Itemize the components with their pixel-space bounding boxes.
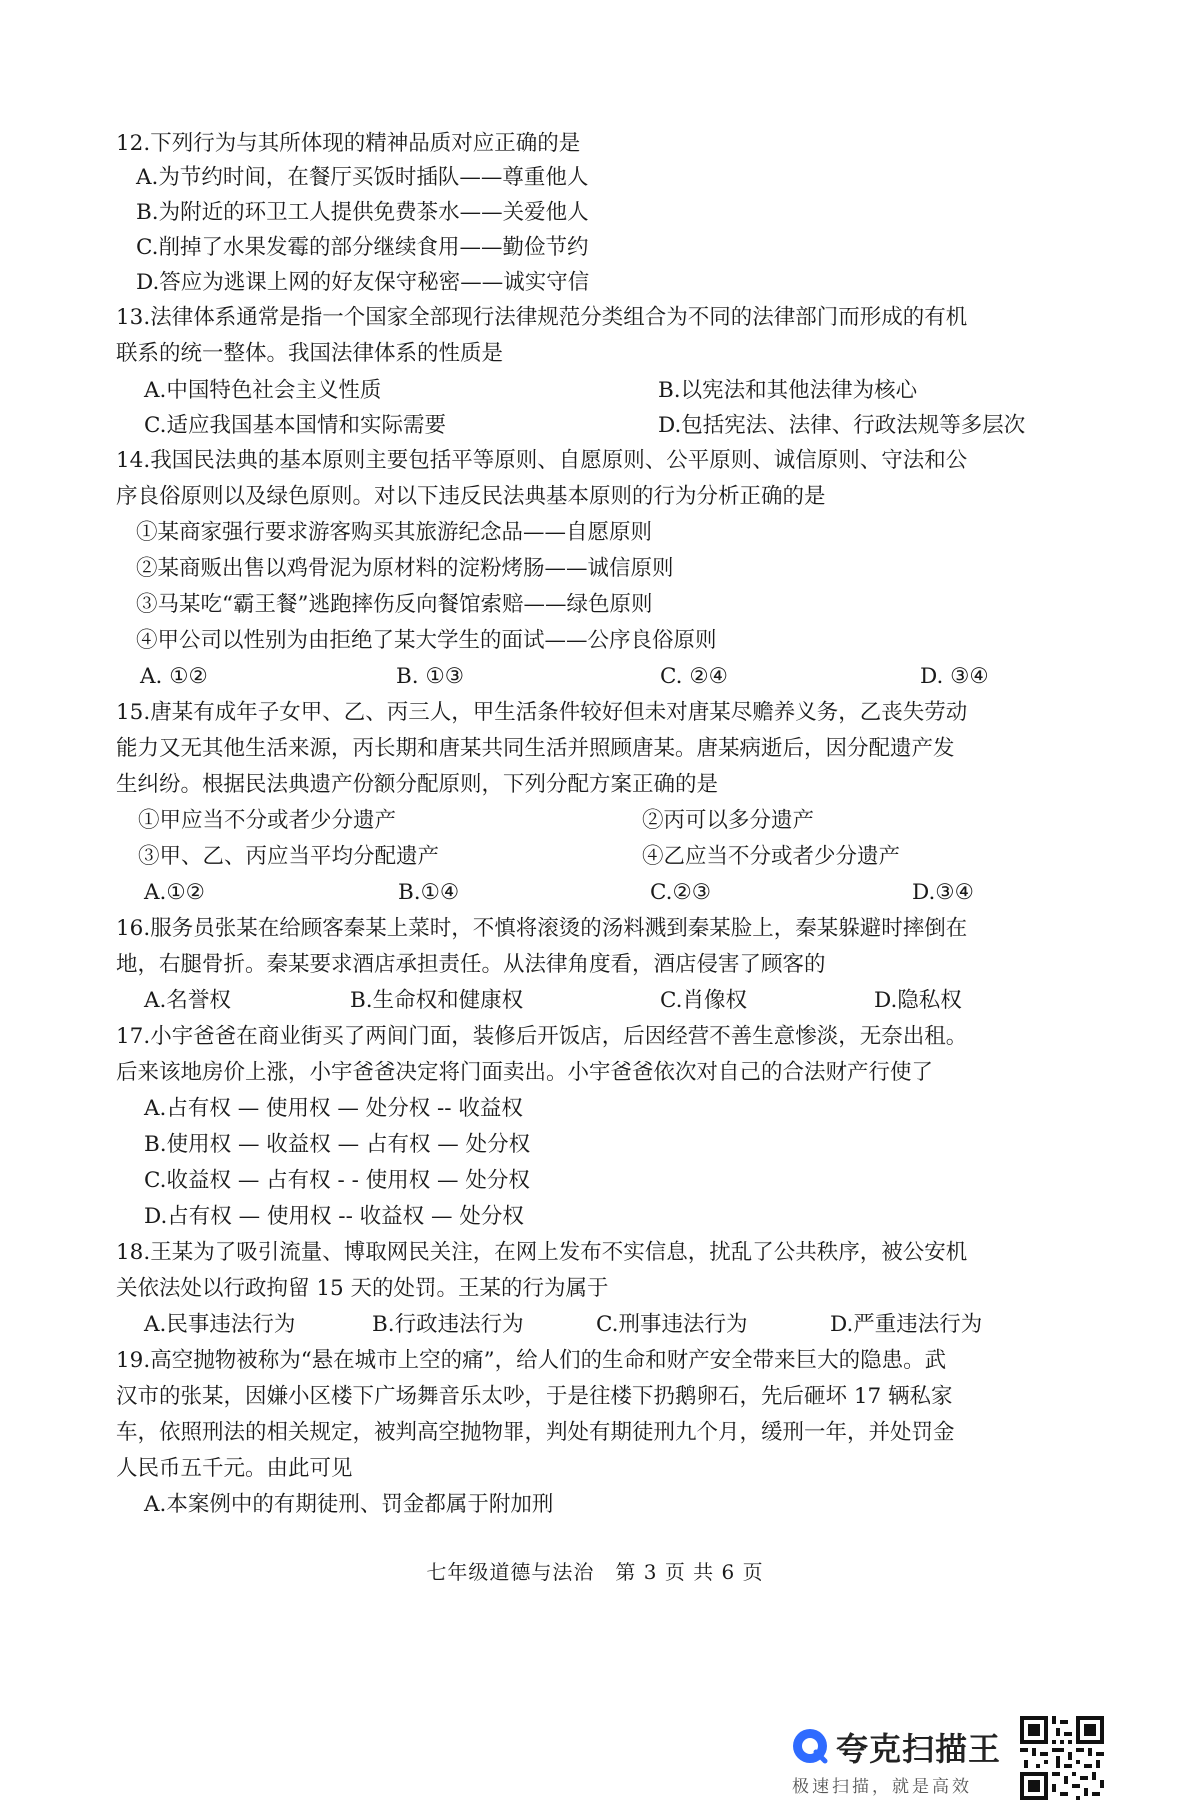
q13-option-b: B.以宪法和其他法律为核心 — [658, 378, 918, 403]
q18-option-d: D.严重违法行为 — [830, 1312, 983, 1337]
q13-option-d: D.包括宪法、法律、行政法规等多层次 — [658, 413, 1026, 438]
q14-option-b: B. ①③ — [396, 664, 465, 689]
q17-option-c: C.收益权 — 占有权 - - 使用权 — 处分权 — [144, 1168, 530, 1193]
q14-stem-line1: 14.我国民法典的基本原则主要包括平等原则、自愿原则、公平原则、诚信原则、守法和公 — [116, 448, 968, 473]
scanner-watermark — [792, 1716, 1012, 1796]
q18-option-a: A.民事违法行为 — [144, 1312, 296, 1337]
q12-stem: 12.下列行为与其所体现的精神品质对应正确的是 — [116, 131, 581, 156]
scanner-slogan: 极速扫描，就是高效 — [792, 1777, 972, 1797]
q17-stem-line2: 后来该地房价上涨，小宇爸爸决定将门面卖出。小宇爸爸依次对自己的合法财产行使了 — [116, 1060, 934, 1085]
q19-stem-line3: 车，依照刑法的相关规定，被判高空抛物罪，判处有期徒刑九个月，缓刑一年，并处罚金 — [116, 1420, 955, 1445]
q19-stem-line2: 汉市的张某，因嫌小区楼下广场舞音乐太吵，于是往楼下扔鹅卵石，先后砸坏 17 辆私家 — [116, 1384, 953, 1409]
q19-stem-line4: 人民币五千元。由此可见 — [116, 1456, 353, 1481]
q15-option-c: C.②③ — [650, 880, 712, 905]
q15-stem-line3: 生纠纷。根据民法典遗产份额分配原则，下列分配方案正确的是 — [116, 772, 719, 797]
page-footer: 七年级道德与法治 第 3 页 共 6 页 — [426, 1560, 764, 1584]
q16-stem-line2: 地，右腿骨折。秦某要求酒店承担责任。从法律角度看，酒店侵害了顾客的 — [116, 952, 826, 977]
qr-code-icon — [1020, 1716, 1104, 1800]
q19-option-a: A.本案例中的有期徒刑、罚金都属于附加刑 — [144, 1492, 554, 1517]
q14-statement-4: ④甲公司以性别为由拒绝了某大学生的面试——公序良俗原则 — [136, 628, 717, 653]
q12-option-d: D.答应为逃课上网的好友保守秘密——诚实守信 — [136, 270, 590, 295]
q15-statement-3: ③甲、乙、丙应当平均分配遗产 — [138, 844, 440, 869]
q15-statement-1: ①甲应当不分或者少分遗产 — [138, 808, 397, 833]
q15-stem-line1: 15.唐某有成年子女甲、乙、丙三人，甲生活条件较好但未对唐某尽赡养义务，乙丧失劳动 — [116, 700, 968, 725]
q14-option-a: A. ①② — [140, 664, 208, 689]
q12-option-a: A.为节约时间，在餐厅买饭时插队——尊重他人 — [136, 165, 589, 190]
q18-stem-line2: 关依法处以行政拘留 15 天的处罚。王某的行为属于 — [116, 1276, 609, 1301]
q16-option-c: C.肖像权 — [660, 988, 748, 1013]
q16-option-b: B.生命权和健康权 — [350, 988, 524, 1013]
q16-option-a: A.名誉权 — [144, 988, 231, 1013]
q18-option-c: C.刑事违法行为 — [596, 1312, 748, 1337]
q17-option-a: A.占有权 — 使用权 — 处分权 -- 收益权 — [144, 1096, 523, 1121]
q15-stem-line2: 能力又无其他生活来源，丙长期和唐某共同生活并照顾唐某。唐某病逝后，因分配遗产发 — [116, 736, 955, 761]
q14-statement-1: ①某商家强行要求游客购买其旅游纪念品——自愿原则 — [136, 520, 653, 545]
q15-option-b: B.①④ — [398, 880, 460, 905]
q14-statement-2: ②某商贩出售以鸡骨泥为原材料的淀粉烤肠——诚信原则 — [136, 556, 674, 581]
q16-option-d: D.隐私权 — [874, 988, 962, 1013]
q18-stem-line1: 18.王某为了吸引流量、博取网民关注，在网上发布不实信息，扰乱了公共秩序，被公安机 — [116, 1240, 968, 1265]
q18-option-b: B.行政违法行为 — [372, 1312, 524, 1337]
q13-option-c: C.适应我国基本国情和实际需要 — [144, 413, 447, 438]
scanner-brand-name: 夸克扫描王 — [836, 1730, 1002, 1768]
q19-stem-line1: 19.高空抛物被称为“悬在城市上空的痛”，给人们的生命和财产安全带来巨大的隐患。武 — [116, 1348, 947, 1373]
q13-option-a: A.中国特色社会主义性质 — [144, 378, 382, 403]
q15-option-a: A.①② — [144, 880, 205, 905]
q12-option-c: C.削掉了水果发霉的部分继续食用——勤俭节约 — [136, 235, 589, 260]
q14-option-d: D. ③④ — [920, 664, 989, 689]
quark-logo-icon — [792, 1728, 828, 1764]
q16-stem-line1: 16.服务员张某在给顾客秦某上菜时，不慎将滚烫的汤料溅到秦某脸上，秦某躲避时摔倒在 — [116, 916, 968, 941]
q17-option-d: D.占有权 — 使用权 -- 收益权 — 处分权 — [144, 1204, 524, 1229]
q14-option-c: C. ②④ — [660, 664, 728, 689]
q14-statement-3: ③马某吃“霸王餐”逃跑摔伤反向餐馆索赔——绿色原则 — [136, 592, 653, 617]
q15-statement-2: ②丙可以多分遗产 — [642, 808, 815, 833]
q17-stem-line1: 17.小宇爸爸在商业街买了两间门面，装修后开饭店，后因经营不善生意惨淡，无奈出租。 — [116, 1024, 968, 1049]
q12-option-b: B.为附近的环卫工人提供免费茶水——关爱他人 — [136, 200, 589, 225]
q14-stem-line2: 序良俗原则以及绿色原则。对以下违反民法典基本原则的行为分析正确的是 — [116, 484, 826, 509]
q13-stem-line2: 联系的统一整体。我国法律体系的性质是 — [116, 341, 504, 366]
q13-stem-line1: 13.法律体系通常是指一个国家全部现行法律规范分类组合为不同的法律部门而形成的有机 — [116, 305, 968, 330]
q15-option-d: D.③④ — [912, 880, 974, 905]
q17-option-b: B.使用权 — 收益权 — 占有权 — 处分权 — [144, 1132, 531, 1157]
q15-statement-4: ④乙应当不分或者少分遗产 — [642, 844, 901, 869]
